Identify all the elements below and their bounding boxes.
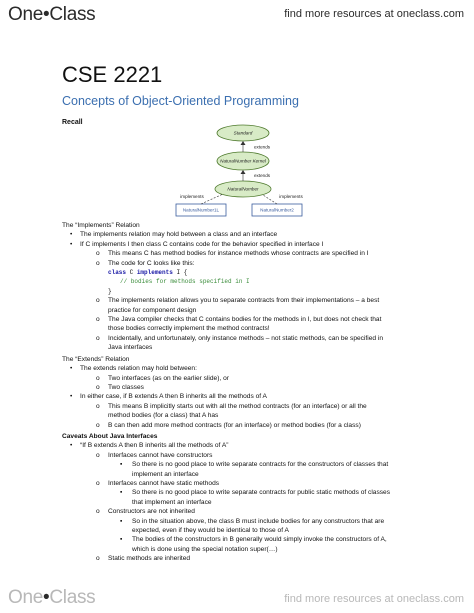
logo-word-one: One	[8, 587, 44, 608]
list-item	[62, 259, 462, 268]
code-text: }	[108, 287, 112, 295]
logo-word-two: Class	[49, 587, 96, 608]
line-text: expected, even if they would be identical to those of A	[132, 527, 289, 534]
line-text: The code for C looks like this:	[108, 259, 195, 267]
diagram-label-kernel: NaturalNumber Kernel	[220, 158, 266, 164]
list-item	[62, 545, 462, 554]
bullet-marker: o	[96, 383, 100, 391]
list-item	[62, 230, 462, 239]
line-text: Two classes	[108, 383, 144, 391]
line-text: This means C has method bodies for instance methods whose contracts are specified in I	[108, 250, 369, 258]
logo-dot: •	[43, 4, 50, 25]
bullet-marker: ▪	[120, 489, 123, 497]
list-item	[62, 526, 462, 535]
line-text: B can then add more method contracts (for an interface) or method bodies (for a class)	[108, 421, 361, 429]
bullet-marker: •	[70, 231, 73, 239]
line-text: Static methods are inherited	[108, 555, 191, 563]
bullet-marker: o	[96, 259, 100, 267]
bullet-marker: ▪	[120, 517, 123, 525]
code-keyword: implements	[136, 269, 173, 277]
line-text: The extends relation may hold between:	[80, 365, 197, 373]
list-item	[62, 306, 462, 315]
line-text: implement an interface	[132, 470, 199, 478]
diagram-label-standard: Standard	[233, 130, 253, 136]
page-subtitle: Concepts of Object-Oriented Programming	[62, 94, 299, 108]
line-text: If C implements I then class C contains code for the behavior specified in interface I	[80, 240, 324, 248]
code-line	[62, 287, 462, 296]
list-item	[62, 343, 462, 352]
list-item	[62, 374, 462, 383]
bullet-marker: o	[96, 250, 100, 258]
section-heading	[62, 355, 462, 364]
line-text: “If B extends A then B inherits all the methods of A”	[80, 442, 229, 450]
line-text: So in the situation above, the class B must include bodies for any constructors that are	[132, 517, 385, 525]
bullet-marker: •	[70, 365, 73, 373]
code-text: C	[126, 269, 137, 277]
list-item	[62, 364, 462, 373]
list-item	[62, 240, 462, 249]
list-item	[62, 441, 462, 450]
bullet-marker: ▪	[120, 461, 123, 469]
code-comment: // bodies for methods specified in I	[120, 278, 250, 286]
logo-dot: •	[43, 587, 50, 608]
line-text: So there is no good place to write separate contracts for the constructors of classes that	[132, 461, 389, 469]
line-text: The Java compiler checks that C contains bodies for the methods in I, but does not check that	[108, 316, 382, 324]
line-text: So there is no good place to write separate contracts for public static methods of classes	[132, 489, 391, 497]
diagram-edge-implements-1	[201, 194, 223, 204]
list-item	[62, 315, 462, 324]
line-text: Interfaces cannot have static methods	[108, 479, 220, 487]
logo-word-one: One	[8, 4, 44, 25]
line-text: practice for component design	[108, 306, 197, 314]
diagram-label-nn1l: NaturalNumber1L	[182, 207, 220, 213]
notes-body	[62, 219, 462, 564]
page-title: CSE 2221	[62, 62, 163, 87]
bullet-marker: o	[96, 555, 100, 563]
line-text: those bodies correctly implement the method contracts!	[108, 325, 270, 333]
line-text: In either case, if B extends A then B inherits all the methods of A	[80, 393, 267, 401]
line-text: The implements relation may hold between a class and an interface	[80, 231, 278, 239]
bullet-marker: o	[96, 508, 100, 516]
list-item	[62, 479, 462, 488]
logo-word-two: Class	[49, 4, 96, 25]
diagram-edge-implements-2	[263, 195, 277, 204]
bullet-marker: o	[96, 297, 100, 305]
header-tagline-link[interactable]: find more resources at oneclass.com	[284, 8, 464, 20]
list-item	[62, 498, 462, 507]
list-item	[62, 554, 462, 563]
line-text: Two interfaces (as on the earlier slide), or	[108, 374, 229, 382]
diagram-label-naturalnumber: NaturalNumber	[227, 186, 259, 192]
section-heading	[62, 432, 462, 441]
list-item	[62, 421, 462, 430]
diagram-edge-label-implements-1: implements	[180, 194, 204, 199]
list-item	[62, 411, 462, 420]
footer-tagline-link[interactable]: find more resources at oneclass.com	[284, 593, 464, 605]
code-line	[62, 277, 462, 286]
bullet-marker: o	[96, 451, 100, 459]
list-item	[62, 470, 462, 479]
bullet-marker: •	[70, 240, 73, 248]
bullet-marker: •	[70, 393, 73, 401]
diagram-label-nn2: NaturalNumber2	[260, 207, 294, 213]
bullet-marker: o	[96, 374, 100, 382]
list-item	[62, 517, 462, 526]
line-text: This means B implicitly starts out with all the method contracts (for an interface) or all the	[108, 402, 367, 410]
code-keyword: class	[108, 269, 127, 277]
list-item	[62, 249, 462, 258]
line-text: Interfaces cannot have constructors	[108, 451, 213, 459]
section-heading-recall: Recall	[62, 119, 83, 126]
line-text: method bodies (for a class) that A has	[108, 412, 219, 420]
line-text: The bodies of the constructors in B generally would simply invoke the constructors of A,	[132, 536, 387, 544]
list-item	[62, 296, 462, 305]
line-text: Constructors are not inherited	[108, 508, 195, 516]
bullet-marker: o	[96, 479, 100, 487]
list-item	[62, 392, 462, 401]
line-text: The “Implements” Relation	[62, 222, 140, 229]
list-item	[62, 460, 462, 469]
diagram-edge-label-extends-1: extends	[254, 144, 271, 150]
list-item	[62, 402, 462, 411]
list-item	[62, 334, 462, 343]
bullet-marker: •	[70, 442, 73, 450]
line-text: The “Extends” Relation	[62, 355, 130, 363]
inheritance-diagram	[168, 124, 318, 218]
line-text: Java interfaces	[108, 344, 153, 352]
line-text: The implements relation allows you to separate contracts from their implementations – a best	[108, 297, 380, 305]
code-line	[62, 268, 462, 277]
bullet-marker: o	[96, 402, 100, 410]
bullet-marker: ▪	[120, 536, 123, 544]
list-item	[62, 507, 462, 516]
diagram-edge-label-extends-2: extends	[254, 173, 271, 178]
oneclass-logo-footer[interactable]	[8, 587, 95, 609]
bullet-marker: o	[96, 316, 100, 324]
bullet-marker: o	[96, 334, 100, 342]
line-text: which is done using the special notation super(…)	[132, 545, 278, 553]
line-text: Incidentally, and unfortunately, only instance methods – not static methods, can be specified in	[108, 334, 384, 342]
line-text: Caveats About Java Interfaces	[62, 432, 158, 440]
list-item	[62, 324, 462, 333]
code-text: I {	[172, 269, 188, 277]
line-text: that implement an interface	[132, 498, 212, 506]
section-heading	[62, 221, 462, 230]
bullet-marker: o	[96, 421, 100, 429]
list-item	[62, 535, 462, 544]
list-item	[62, 488, 462, 497]
list-item	[62, 383, 462, 392]
diagram-edge-label-implements-2: implements	[279, 194, 303, 199]
list-item	[62, 451, 462, 460]
oneclass-logo[interactable]	[8, 4, 95, 26]
